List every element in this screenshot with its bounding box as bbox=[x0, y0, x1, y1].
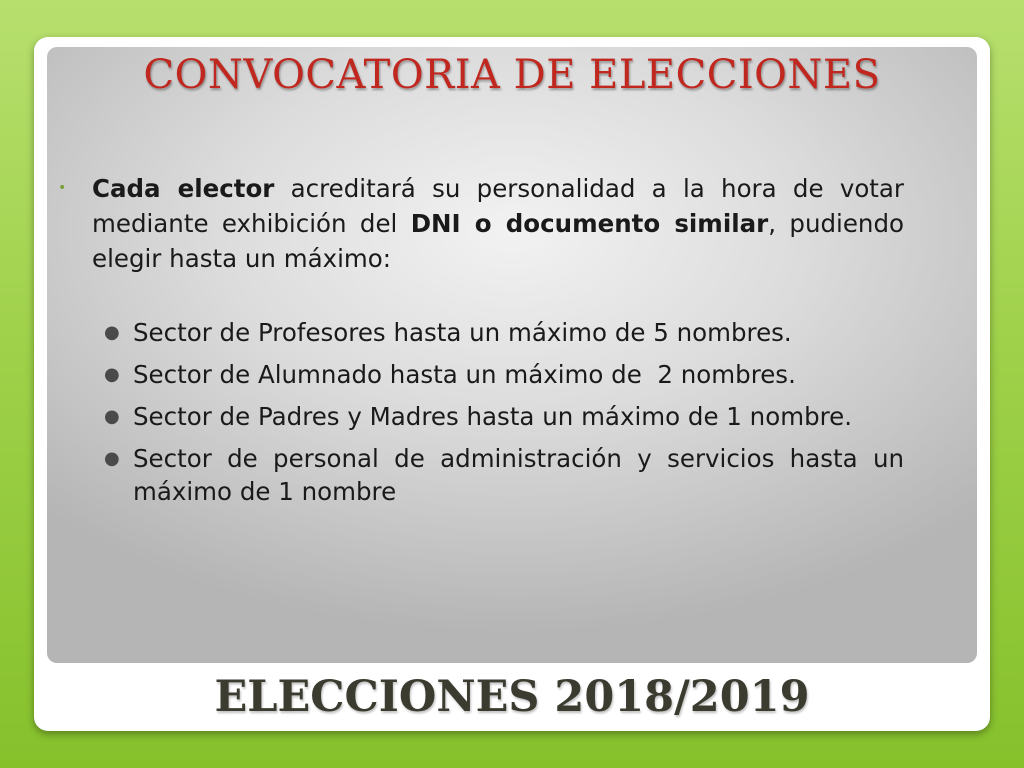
list-item bbox=[100, 442, 904, 508]
intro-bold-mid: DNI o documento similar bbox=[410, 209, 769, 238]
intro-paragraph bbox=[92, 171, 904, 276]
list-item-text: Sector de Alumnado hasta un máximo de 2 nombres. bbox=[133, 360, 796, 389]
bullet-icon: ● bbox=[104, 322, 120, 343]
list-item bbox=[100, 400, 904, 433]
list-item bbox=[100, 358, 904, 391]
slide-footer: ELECCIONES 2018/2019 bbox=[214, 672, 810, 722]
slide-title: CONVOCATORIA DE ELECCIONES bbox=[143, 52, 881, 98]
bullet-icon: ● bbox=[104, 406, 120, 427]
bullet-icon: ● bbox=[104, 448, 120, 469]
bullet-icon: ● bbox=[104, 364, 120, 385]
intro-text-1: acreditará su personalidad a la hora de votar mediante exhibición del bbox=[92, 174, 904, 238]
sector-list bbox=[100, 316, 904, 517]
list-item bbox=[100, 316, 904, 349]
list-item-text: Sector de personal de administración y servicios hasta un máximo de 1 nombre bbox=[133, 444, 904, 506]
intro-text-2: , pudiendo elegir hasta un máximo: bbox=[92, 209, 904, 273]
intro-bullet-icon: • bbox=[58, 180, 67, 196]
list-item-text: Sector de Padres y Madres hasta un máximo de 1 nombre. bbox=[133, 402, 853, 431]
list-item-text: Sector de Profesores hasta un máximo de 5 nombres. bbox=[133, 318, 792, 347]
intro-bold-start: Cada elector bbox=[92, 174, 275, 203]
